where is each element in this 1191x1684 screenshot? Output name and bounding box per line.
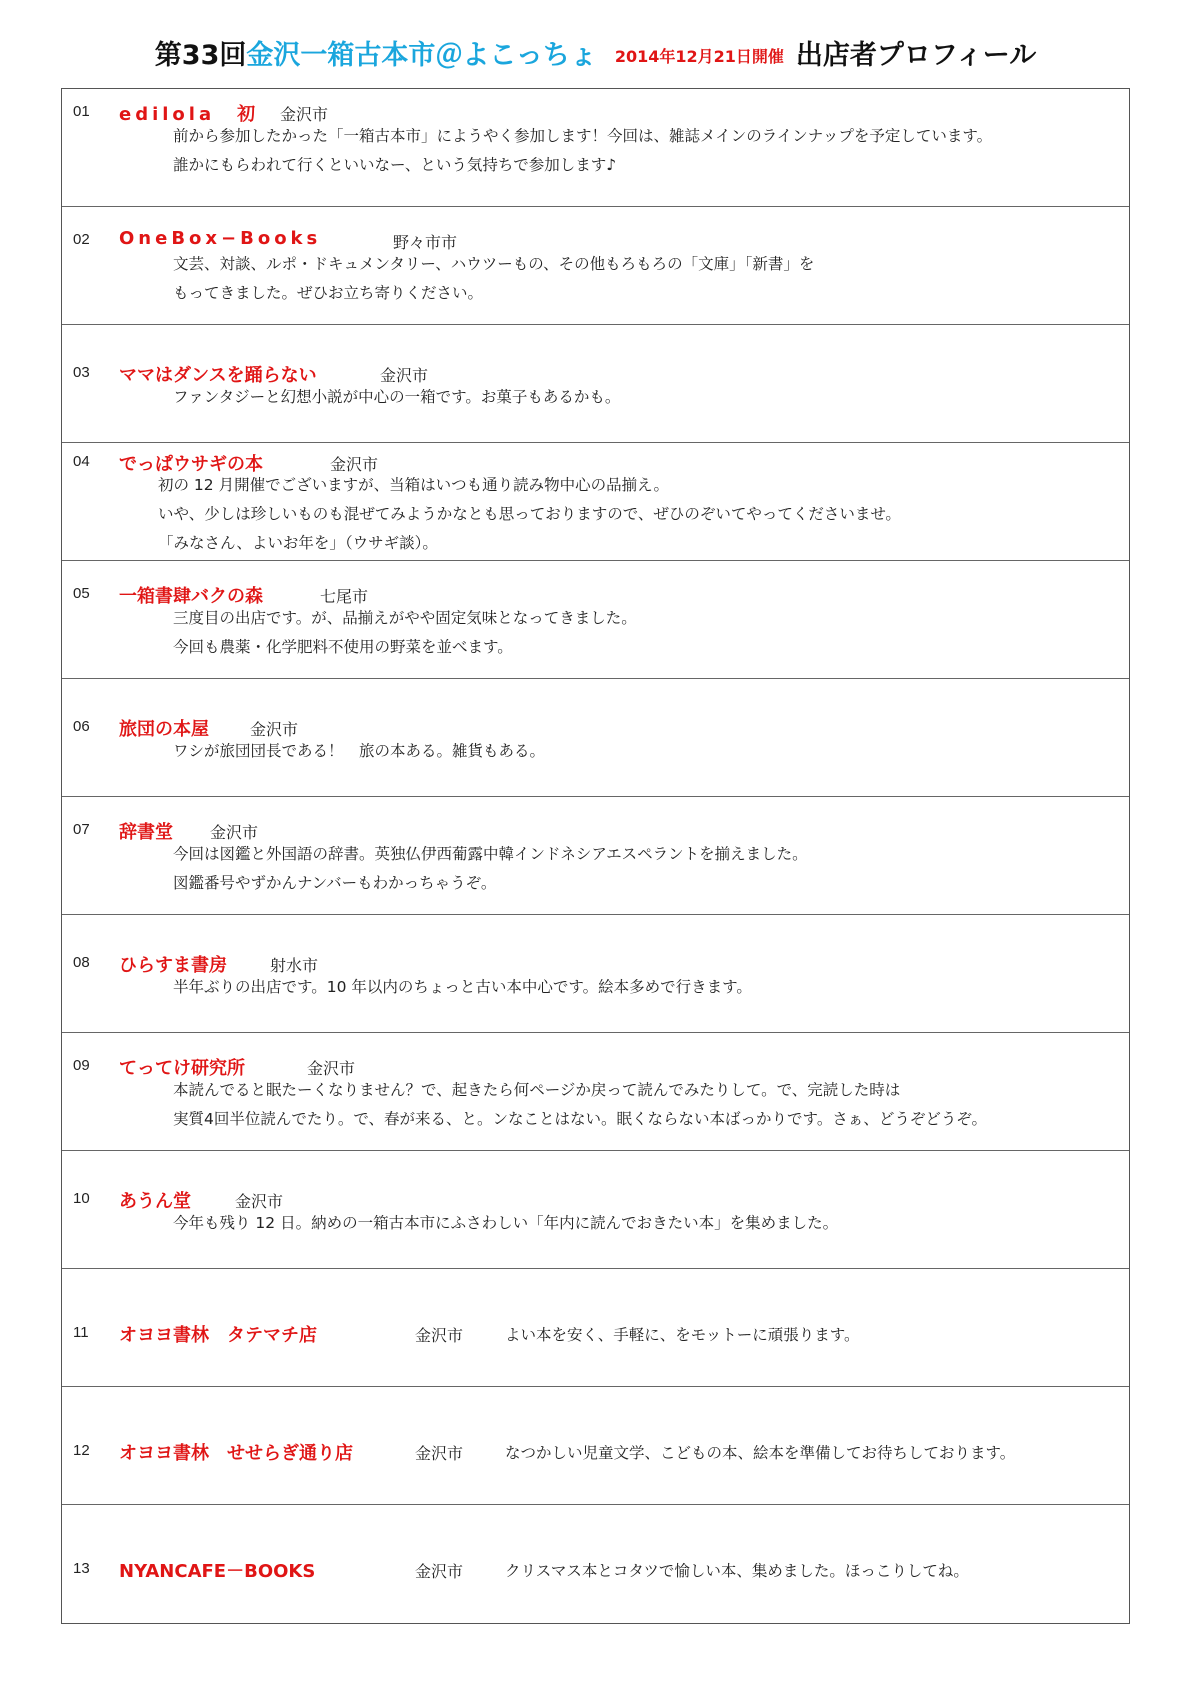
vendor-description: クリスマス本とコタツで愉しい本、集めました。ほっこりしてね。	[505, 1562, 969, 1580]
title-suffix: 出店者プロフィール	[795, 40, 1037, 71]
description-line: 今年も残り 12 日。納めの一箱古本市にふさわしい「年内に読んでおきたい本」を集めました。	[173, 1214, 839, 1232]
description-line: 図鑑番号やずかんナンバーもわかっちゃうぞ。	[173, 874, 497, 892]
vendor-city: 野々市市	[393, 233, 458, 252]
vendor-description	[173, 737, 1119, 766]
vendor-city: 金沢市	[380, 366, 429, 385]
vendor-number: 04	[73, 453, 90, 470]
description-line: いや、少しは珍しいものも混ぜてみようかなとも思っておりますので、ぜひのぞいてやってくださいませ。	[158, 505, 901, 523]
vendor-number: 12	[73, 1442, 90, 1459]
vendor-row	[62, 443, 1129, 561]
vendor-city: 七尾市	[320, 587, 369, 606]
vendor-city: 金沢市	[415, 1562, 464, 1581]
vendor-row	[62, 915, 1129, 1033]
description-line: 文芸、対談、ルポ・ドキュメンタリー、ハウツーもの、その他もろもろの「文庫」「新書」を	[173, 255, 815, 273]
vendor-city: 金沢市	[415, 1444, 464, 1463]
vendor-description: よい本を安く、手軽に、をモットーに頑張ります。	[505, 1326, 860, 1344]
vendor-name: ひらすま書房	[119, 955, 227, 976]
vendor-name: OneBox−Books	[119, 228, 322, 249]
vendor-row	[62, 1151, 1129, 1269]
vendor-row	[62, 207, 1129, 325]
description-line: 誰かにもらわれて行くといいなー、という気持ちで参加します♪	[173, 156, 617, 174]
vendor-name: 一箱書肆バクの森	[119, 586, 263, 607]
vendor-description	[173, 122, 1119, 180]
title-event-name: 金沢一箱古本市＠よこっちょ	[246, 40, 597, 71]
description-line: 今回も農薬・化学肥料不使用の野菜を並べます。	[173, 638, 513, 656]
vendor-description	[173, 973, 1119, 1002]
description-line: ファンタジーと幻想小説が中心の一箱です。お菓子もあるかも。	[173, 388, 621, 406]
description-line: ワシが旅団団長である！ 旅の本ある。雑貨もある。	[173, 742, 546, 760]
description-line: 三度目の出店です。が、品揃えがやや固定気味となってきました。	[173, 609, 637, 627]
vendor-description: なつかしい児童文学、こどもの本、絵本を準備してお待ちしております。	[505, 1444, 1016, 1462]
vendor-number: 13	[73, 1560, 90, 1577]
vendor-number: 08	[73, 954, 90, 971]
vendor-description	[173, 604, 1119, 662]
vendor-name: 辞書堂	[119, 822, 173, 843]
vendor-row	[62, 679, 1129, 797]
page-title	[0, 34, 1191, 81]
vendor-name: 旅団の本屋	[119, 719, 209, 740]
title-prefix: 第33回	[154, 40, 247, 71]
vendor-row	[62, 561, 1129, 679]
vendor-name: あうん堂	[119, 1191, 191, 1212]
vendor-profile-table	[61, 88, 1130, 1624]
description-line: もってきました。ぜひお立ち寄りください。	[173, 284, 484, 302]
description-line: 今回は図鑑と外国語の辞書。英独仏伊西葡露中韓インドネシアエスペラントを揃えました。	[173, 845, 808, 863]
vendor-row	[62, 1505, 1129, 1622]
vendor-row	[62, 797, 1129, 915]
vendor-number: 05	[73, 585, 90, 602]
vendor-city: 金沢市	[210, 823, 259, 842]
vendor-city: 金沢市	[330, 455, 379, 474]
vendor-city: 金沢市	[415, 1326, 464, 1345]
vendor-description	[173, 250, 1119, 308]
description-line: 本読んでると眠たーくなりません？で、起きたら何ページか戻って読んでみたりして。で、完読した時は	[173, 1081, 901, 1099]
vendor-row	[62, 1269, 1129, 1387]
vendor-description	[173, 1209, 1119, 1238]
vendor-row	[62, 89, 1129, 207]
vendor-number: 10	[73, 1190, 90, 1207]
vendor-number: 01	[73, 103, 90, 120]
vendor-name: でっぱウサギの本	[119, 454, 263, 475]
description-line: 初の 12 月開催でございますが、当箱はいつも通り読み物中心の品揃え。	[158, 476, 670, 494]
vendor-description	[173, 840, 1119, 898]
vendor-name: オヨヨ書林 タテマチ店	[119, 1325, 317, 1346]
vendor-city: 射水市	[270, 956, 319, 975]
vendor-description	[173, 1076, 1119, 1134]
title-event-date: 2014年12月21日開催	[614, 47, 784, 66]
vendor-city: 金沢市	[235, 1192, 284, 1211]
vendor-row	[62, 1387, 1129, 1505]
vendor-name: NYANCAFE－BOOKS	[119, 1561, 316, 1582]
vendor-city: 金沢市	[307, 1059, 356, 1078]
description-line: 「みなさん、よいお年を」（ウサギ談）。	[158, 534, 438, 552]
description-line: 前から参加したかった「一箱古本市」にようやく参加します！今回は、雑誌メインのラインナップを予定しています。	[173, 127, 993, 145]
vendor-number: 03	[73, 364, 90, 381]
vendor-row	[62, 1033, 1129, 1151]
description-line: 半年ぶりの出店です。10 年以内のちょっと古い本中心です。絵本多めで行きます。	[173, 978, 752, 996]
vendor-number: 07	[73, 821, 90, 838]
vendor-row	[62, 325, 1129, 443]
vendor-number: 09	[73, 1057, 90, 1074]
vendor-number: 11	[73, 1324, 89, 1341]
vendor-number: 02	[73, 231, 90, 248]
vendor-number: 06	[73, 718, 90, 735]
vendor-city: 金沢市	[250, 720, 299, 739]
vendor-name: てってけ研究所	[119, 1058, 245, 1079]
vendor-name: オヨヨ書林 せせらぎ通り店	[119, 1443, 353, 1464]
vendor-name: ママはダンスを踊らない	[119, 365, 317, 386]
vendor-city: 金沢市	[280, 105, 329, 124]
vendor-description	[173, 383, 1119, 412]
description-line: 実質4回半位読んでたり。で、春が来る、と。ンなことはない。眠くならない本ばっかりです。さぁ、どうぞどうぞ。	[173, 1110, 988, 1128]
vendor-name: edilola 初	[119, 104, 260, 125]
vendor-description	[158, 471, 1119, 558]
